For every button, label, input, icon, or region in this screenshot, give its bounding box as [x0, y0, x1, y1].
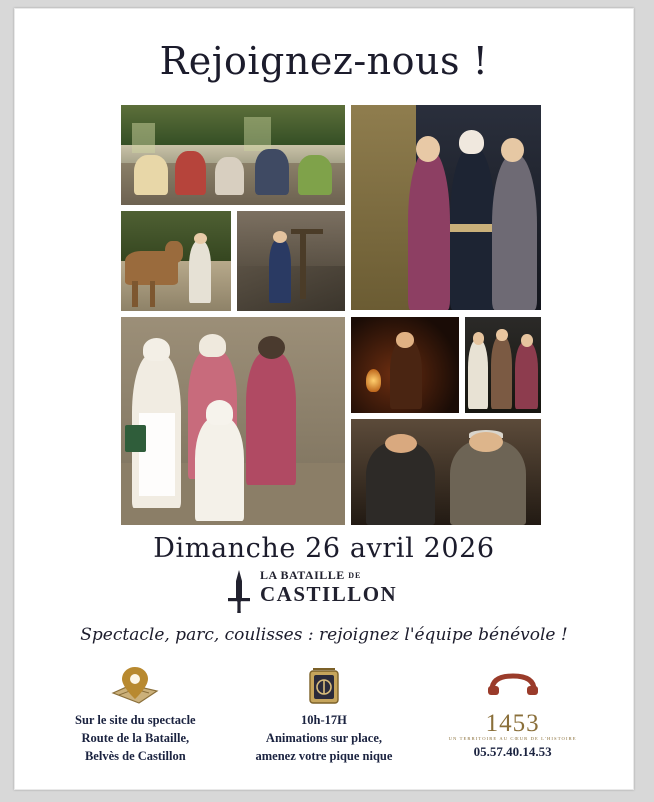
year-1453: 1453 — [485, 710, 540, 737]
year-subtitle: UN TERRITOIRE AU CŒUR DE L'HISTOIRE — [448, 736, 577, 741]
event-date: Dimanche 26 avril 2026 — [153, 533, 495, 564]
location-line-3: Belvès de Castillon — [84, 749, 186, 764]
photo-women-and-child-costumes — [121, 317, 345, 525]
schedule-line-2: Animations sur place, — [265, 731, 383, 746]
info-column-contact — [419, 663, 606, 760]
location-line-2: Route de la Bataille, — [81, 731, 190, 746]
brand-line1-de: DE — [348, 571, 362, 580]
photo-group-medieval-costumes — [351, 105, 541, 310]
photo-crossbow-archer — [237, 211, 345, 311]
photo-collage — [121, 105, 541, 525]
phone-number: 05.57.40.14.53 — [473, 744, 552, 759]
photo-horse-and-handler — [121, 211, 231, 311]
schedule-line-3: amenez votre pique nique — [255, 749, 393, 764]
location-line-1: Sur le site du spectacle — [75, 713, 196, 727]
info-columns — [41, 663, 607, 765]
photo-crowd-in-costume — [465, 317, 541, 413]
tagline: Spectacle, parc, coulisses : rejoignez l'équipe bénévole ! — [80, 625, 568, 645]
photo-banquet-under-trees — [121, 105, 345, 205]
poster-inner — [29, 21, 619, 777]
photo-two-men-talking — [351, 419, 541, 525]
info-column-schedule — [231, 663, 418, 765]
poster — [14, 8, 634, 790]
schedule-line-1: 10h-17H — [301, 713, 347, 727]
info-column-location — [42, 663, 229, 765]
brand-logo-text — [260, 568, 397, 605]
medallion-icon — [231, 663, 418, 711]
photo-monk-by-firelight — [351, 317, 459, 413]
phone-handset-icon — [419, 663, 606, 711]
map-pin-icon — [42, 663, 229, 711]
page-title: Rejoignez-nous ! — [159, 39, 489, 83]
brand-logo — [214, 567, 434, 615]
sword-icon — [222, 569, 256, 613]
brand-line1: LA BATAILLE — [260, 568, 345, 582]
brand-line2: CASTILLON — [260, 582, 398, 606]
